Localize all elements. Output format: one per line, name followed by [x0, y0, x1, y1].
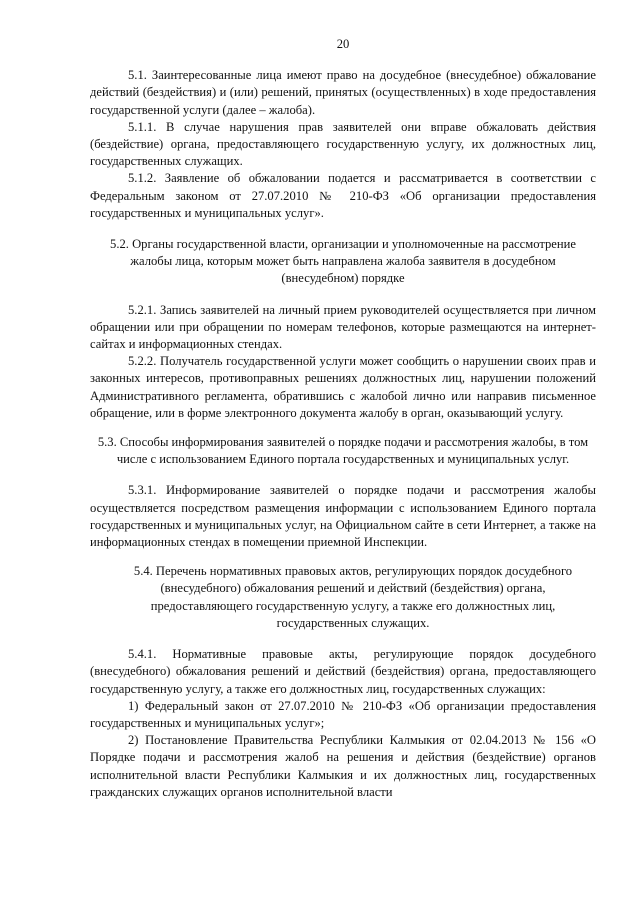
list-item-federal-law: 1) Федеральный закон от 27.07.2010 № 210-ФЗ «Об организации предоставления государственных и муниципальных услуг»;: [90, 698, 596, 730]
section-heading-5-4: 5.4. Перечень нормативных правовых актов, регулирующих порядок досудебного (внесудебного) обжалования решений и действий (бездействия) органа, предоставляющего государственную услугу, а также его должностных лиц, государственных служащих.: [133, 564, 573, 630]
paragraph-5-1-2: 5.1.2. Заявление об обжаловании подается и рассматривается в соответствии с Федеральным законом от 27.07.2010 № 210-ФЗ «Об организации предоставления государственных и муниципальных услуг».: [90, 171, 596, 220]
paragraph-5-1: 5.1. Заинтересованные лица имеют право на досудебное (внесудебное) обжалование действий (бездействия) и (или) решений, принятых (осуществленных) в ходе предоставления государственной услуги (далее – жалоба).: [90, 68, 596, 117]
section-heading-5-2: 5.2. Органы государственной власти, организации и уполномоченные на рассмотрение жалобы лица, которым может быть направлена жалоба заявителя в досудебном (внесудебном) порядке: [110, 237, 576, 286]
paragraph-5-2-1: 5.2.1. Запись заявителей на личный прием руководителей осуществляется при личном обращении или при обращении по номерам телефонов, которые размещаются на интернет-сайтах и информационных стендах.: [90, 302, 596, 352]
paragraph-5-1-1: 5.1.1. В случае нарушения прав заявителей они вправе обжаловать действия (бездействие) органа, предоставляющего государственную услугу, их должностных лиц, государственных служащих.: [90, 119, 596, 169]
document-page: [90, 36, 596, 801]
page-number: 20: [336, 37, 350, 51]
section-heading-5-3: 5.3. Способы информирования заявителей о порядке подачи и рассмотрения жалобы, в том числе с использованием Единого портала государственных и муниципальных услуг.: [97, 435, 589, 467]
paragraph-5-4-1: 5.4.1. Нормативные правовые акты, регулирующие порядок досудебного (внесудебного) обжалования решений и действий (бездействия) органа, предоставляющего государственную услугу, а также его должностных лиц, государственных служащих:: [90, 647, 596, 696]
paragraph-5-3-1: 5.3.1. Информирование заявителей о порядке подачи и рассмотрения жалобы осуществляется посредством размещения информации с использованием Единого портала государственных и муниципальных услуг, на Официальном сайте в сети Интернет, а также на информационных стендах в помещении приемной Инспекции.: [90, 483, 596, 550]
paragraph-5-2-2: 5.2.2. Получатель государственной услуги может сообщить о нарушении своих прав и законных интересов, противоправных решениях должностных лиц, нарушении положений Административного регламента, обратившись с жалобой лично или направив письменное обращение, или в форме электронного документа жалобу в орган, оказывающий услугу.: [90, 354, 596, 420]
list-item-government-resolution: 2) Постановление Правительства Республики Калмыкия от 02.04.2013 № 156 «О Порядке подачи и рассмотрения жалоб на решения и действия (бездействие) органов исполнительной власти Республики Калмыкия и их должностных лиц, государственных гражданских служащих органов исполнительной власти: [90, 733, 596, 799]
